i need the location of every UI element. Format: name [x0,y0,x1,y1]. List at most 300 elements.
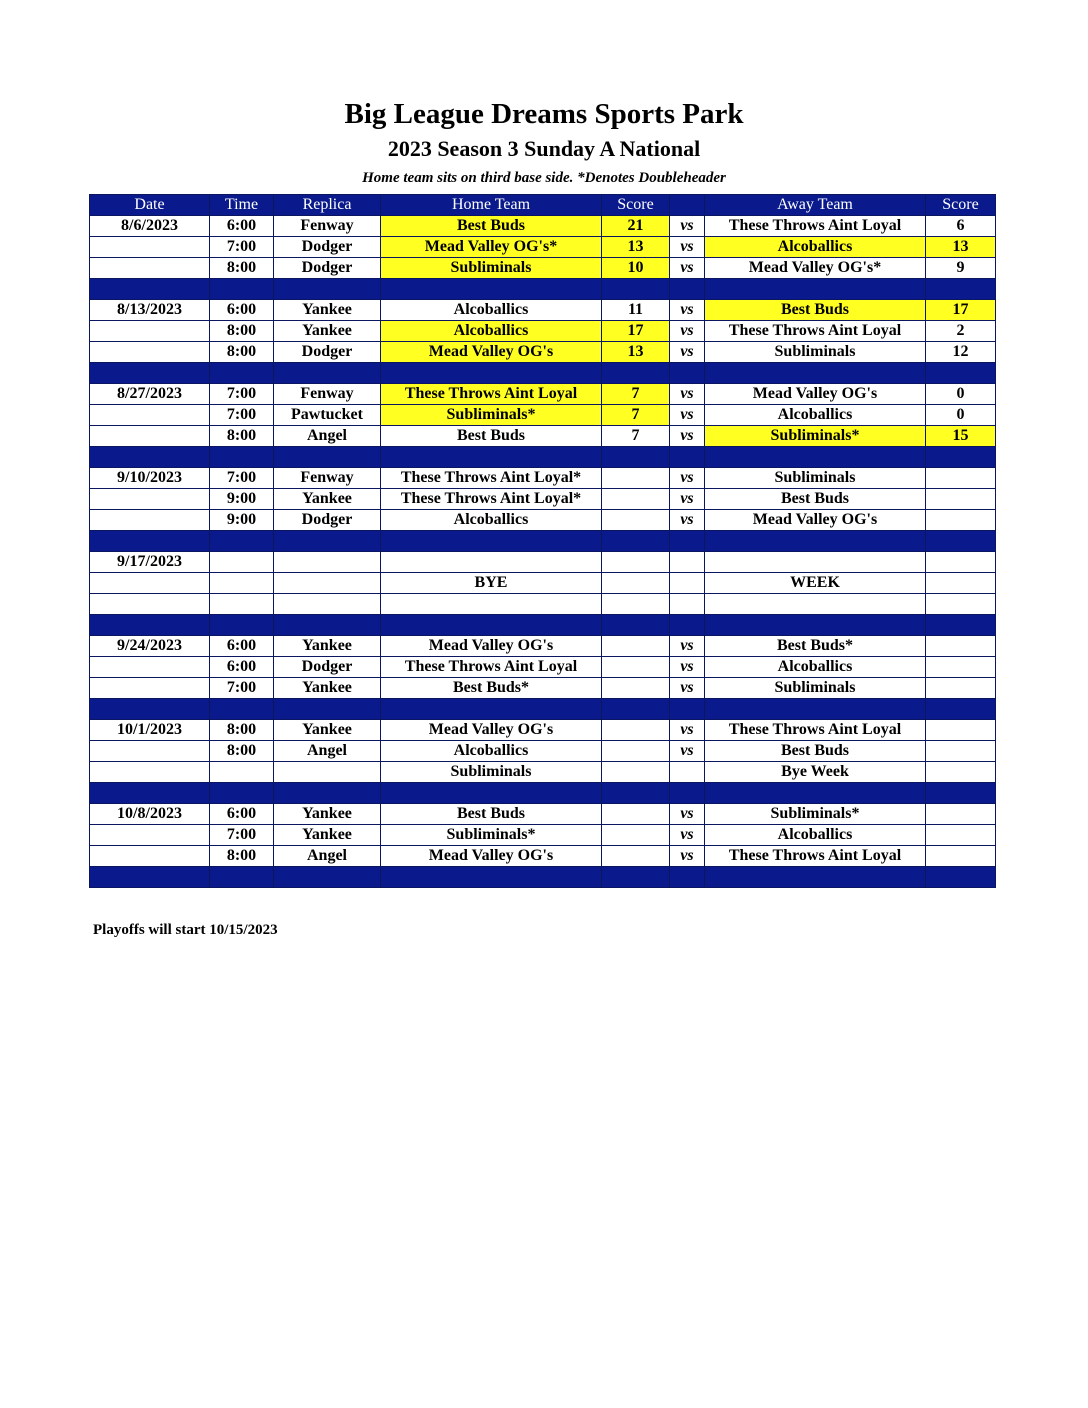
away-score-cell [926,720,996,741]
game-row [90,552,996,573]
home-team-cell: Subliminals [381,258,602,279]
separator-cell [274,783,381,804]
separator-cell [670,363,705,384]
away-score-cell [926,489,996,510]
away-score-cell [926,678,996,699]
date-cell [90,825,210,846]
separator-cell [670,447,705,468]
column-header-replica: Replica [274,195,381,216]
game-row [90,573,996,594]
time-cell: 7:00 [210,468,274,489]
away-team-cell: Best Buds [705,741,926,762]
replica-cell: Dodger [274,237,381,258]
separator-cell [926,615,996,636]
home-team-cell: These Throws Aint Loyal [381,657,602,678]
time-cell: 9:00 [210,510,274,531]
away-team-cell: Alcoballics [705,237,926,258]
separator-cell [381,699,602,720]
away-score-cell [926,657,996,678]
separator-cell [926,363,996,384]
game-row [90,825,996,846]
home-score-cell [602,825,670,846]
vs-cell: vs [670,384,705,405]
replica-cell: Yankee [274,300,381,321]
game-row [90,426,996,447]
away-team-cell: Best Buds [705,300,926,321]
home-team-cell: These Throws Aint Loyal [381,384,602,405]
time-cell [210,762,274,783]
home-score-cell [602,720,670,741]
date-cell: 9/17/2023 [90,552,210,573]
away-score-cell [926,594,996,615]
replica-cell: Yankee [274,720,381,741]
time-cell: 8:00 [210,846,274,867]
away-team-cell: Subliminals [705,342,926,363]
separator-cell [602,279,670,300]
away-team-cell: Mead Valley OG's* [705,258,926,279]
home-score-cell: 13 [602,237,670,258]
week-separator [90,279,996,300]
home-team-cell: Best Buds [381,426,602,447]
week-separator [90,699,996,720]
away-team-cell: Alcoballics [705,405,926,426]
separator-cell [90,699,210,720]
home-team-cell: These Throws Aint Loyal* [381,489,602,510]
away-team-cell: Subliminals [705,468,926,489]
date-cell: 8/27/2023 [90,384,210,405]
date-cell [90,510,210,531]
away-score-cell [926,573,996,594]
date-cell [90,573,210,594]
away-team-cell: Bye Week [705,762,926,783]
week-separator [90,363,996,384]
date-cell [90,741,210,762]
home-team-cell: Mead Valley OG's [381,720,602,741]
replica-cell: Angel [274,846,381,867]
game-row [90,468,996,489]
separator-cell [705,279,926,300]
separator-cell [670,867,705,888]
replica-cell: Yankee [274,489,381,510]
separator-cell [705,867,926,888]
separator-cell [926,279,996,300]
game-row [90,384,996,405]
date-cell [90,678,210,699]
away-score-cell [926,510,996,531]
time-cell: 8:00 [210,741,274,762]
game-row [90,216,996,237]
separator-cell [274,867,381,888]
playoffs-note: Playoffs will start 10/15/2023 [93,922,278,938]
separator-cell [210,363,274,384]
separator-cell [274,279,381,300]
date-cell [90,489,210,510]
separator-cell [210,447,274,468]
column-header-away-team: Away Team [705,195,926,216]
separator-cell [381,783,602,804]
separator-cell [274,447,381,468]
column-header-away-score: Score [926,195,996,216]
separator-cell [274,615,381,636]
home-team-cell [381,552,602,573]
game-row [90,405,996,426]
away-team-cell: Alcoballics [705,657,926,678]
separator-cell [90,783,210,804]
time-cell: 6:00 [210,216,274,237]
vs-cell: vs [670,216,705,237]
away-score-cell [926,552,996,573]
separator-cell [274,531,381,552]
game-row [90,804,996,825]
vs-cell: vs [670,720,705,741]
time-cell: 7:00 [210,678,274,699]
away-team-cell: Mead Valley OG's [705,510,926,531]
header-row [90,195,996,216]
vs-cell: vs [670,846,705,867]
separator-cell [926,447,996,468]
game-row [90,741,996,762]
schedule-note: Home team sits on third base side. *Denotes Doubleheader [362,170,726,186]
game-row [90,594,996,615]
column-header-date: Date [90,195,210,216]
vs-cell: vs [670,258,705,279]
home-team-cell: Best Buds* [381,678,602,699]
separator-cell [670,531,705,552]
home-team-cell: Best Buds [381,804,602,825]
separator-cell [381,447,602,468]
replica-cell: Yankee [274,825,381,846]
home-score-cell [602,741,670,762]
page-title: Big League Dreams Sports Park [344,98,744,130]
separator-cell [670,699,705,720]
home-team-cell [381,594,602,615]
separator-cell [90,531,210,552]
replica-cell: Yankee [274,804,381,825]
home-score-cell: 13 [602,342,670,363]
time-cell [210,552,274,573]
replica-cell: Angel [274,741,381,762]
replica-cell: Dodger [274,342,381,363]
date-cell [90,258,210,279]
replica-cell: Dodger [274,258,381,279]
separator-cell [210,699,274,720]
home-team-cell: Subliminals* [381,405,602,426]
date-cell: 9/10/2023 [90,468,210,489]
date-cell: 8/6/2023 [90,216,210,237]
away-team-cell: These Throws Aint Loyal [705,216,926,237]
replica-cell: Yankee [274,678,381,699]
away-team-cell: Subliminals [705,678,926,699]
separator-cell [602,363,670,384]
game-row [90,237,996,258]
replica-cell: Yankee [274,321,381,342]
separator-cell [274,699,381,720]
away-score-cell: 0 [926,384,996,405]
home-score-cell: 11 [602,300,670,321]
separator-cell [381,279,602,300]
vs-cell: vs [670,342,705,363]
time-cell: 7:00 [210,237,274,258]
separator-cell [90,279,210,300]
page-subtitle: 2023 Season 3 Sunday A National [387,136,701,161]
home-score-cell [602,489,670,510]
away-team-cell: Best Buds [705,489,926,510]
separator-cell [705,363,926,384]
away-score-cell [926,762,996,783]
vs-cell: vs [670,489,705,510]
home-team-cell: Subliminals* [381,825,602,846]
date-cell [90,342,210,363]
date-cell: 10/1/2023 [90,720,210,741]
separator-cell [381,615,602,636]
separator-cell [705,531,926,552]
replica-cell [274,552,381,573]
schedule-body [90,216,996,888]
away-score-cell [926,468,996,489]
separator-cell [90,447,210,468]
separator-cell [705,447,926,468]
vs-cell: vs [670,804,705,825]
time-cell: 6:00 [210,636,274,657]
date-cell [90,237,210,258]
game-row [90,762,996,783]
vs-cell: vs [670,405,705,426]
vs-cell: vs [670,741,705,762]
date-cell: 10/8/2023 [90,804,210,825]
away-score-cell: 13 [926,237,996,258]
time-cell: 7:00 [210,405,274,426]
replica-cell: Pawtucket [274,405,381,426]
away-score-cell: 2 [926,321,996,342]
game-row [90,636,996,657]
home-team-cell: These Throws Aint Loyal* [381,468,602,489]
home-score-cell: 10 [602,258,670,279]
separator-cell [210,531,274,552]
separator-cell [926,699,996,720]
game-row [90,510,996,531]
time-cell: 8:00 [210,720,274,741]
away-team-cell: Alcoballics [705,825,926,846]
away-score-cell [926,846,996,867]
game-row [90,846,996,867]
time-cell: 6:00 [210,657,274,678]
home-team-cell: Best Buds [381,216,602,237]
separator-cell [90,363,210,384]
separator-cell [602,615,670,636]
date-cell [90,405,210,426]
vs-cell [670,573,705,594]
home-score-cell [602,657,670,678]
time-cell: 8:00 [210,342,274,363]
separator-cell [670,615,705,636]
replica-cell: Angel [274,426,381,447]
time-cell: 9:00 [210,489,274,510]
vs-cell: vs [670,300,705,321]
game-row [90,720,996,741]
separator-cell [705,615,926,636]
home-score-cell: 21 [602,216,670,237]
home-team-cell: Mead Valley OG's* [381,237,602,258]
home-score-cell [602,678,670,699]
week-separator [90,867,996,888]
home-score-cell [602,846,670,867]
date-cell [90,426,210,447]
home-score-cell [602,468,670,489]
replica-cell: Fenway [274,216,381,237]
time-cell: 7:00 [210,384,274,405]
home-score-cell: 7 [602,405,670,426]
column-header-home-score: Score [602,195,670,216]
home-team-cell: Subliminals [381,762,602,783]
schedule-table [89,194,996,888]
away-team-cell: These Throws Aint Loyal [705,720,926,741]
week-separator [90,531,996,552]
separator-cell [926,867,996,888]
vs-cell: vs [670,657,705,678]
away-score-cell: 12 [926,342,996,363]
time-cell [210,594,274,615]
date-cell [90,657,210,678]
vs-cell: vs [670,426,705,447]
time-cell: 8:00 [210,258,274,279]
separator-cell [602,783,670,804]
time-cell: 6:00 [210,804,274,825]
date-cell [90,762,210,783]
replica-cell [274,594,381,615]
separator-cell [602,867,670,888]
vs-cell: vs [670,321,705,342]
home-score-cell [602,573,670,594]
replica-cell: Fenway [274,384,381,405]
game-row [90,300,996,321]
away-score-cell: 17 [926,300,996,321]
date-cell: 9/24/2023 [90,636,210,657]
home-score-cell [602,762,670,783]
game-row [90,321,996,342]
separator-cell [705,699,926,720]
vs-cell: vs [670,825,705,846]
time-cell: 6:00 [210,300,274,321]
away-team-cell: Mead Valley OG's [705,384,926,405]
game-row [90,258,996,279]
separator-cell [381,363,602,384]
date-cell [90,321,210,342]
home-team-cell: Mead Valley OG's [381,342,602,363]
time-cell [210,573,274,594]
time-cell: 8:00 [210,321,274,342]
vs-cell [670,762,705,783]
separator-cell [602,531,670,552]
away-score-cell: 15 [926,426,996,447]
away-score-cell [926,741,996,762]
separator-cell [210,783,274,804]
separator-cell [210,615,274,636]
replica-cell: Fenway [274,468,381,489]
separator-cell [274,363,381,384]
date-cell [90,594,210,615]
away-score-cell: 6 [926,216,996,237]
column-header-vs [670,195,705,216]
separator-cell [602,699,670,720]
home-team-cell: Alcoballics [381,321,602,342]
separator-cell [670,279,705,300]
column-header-time: Time [210,195,274,216]
separator-cell [381,867,602,888]
home-score-cell [602,594,670,615]
away-score-cell [926,636,996,657]
time-cell: 8:00 [210,426,274,447]
week-separator [90,615,996,636]
replica-cell [274,573,381,594]
home-score-cell [602,636,670,657]
replica-cell: Dodger [274,657,381,678]
away-score-cell [926,825,996,846]
home-score-cell [602,510,670,531]
separator-cell [602,447,670,468]
game-row [90,657,996,678]
separator-cell [90,867,210,888]
away-team-cell [705,594,926,615]
replica-cell: Dodger [274,510,381,531]
game-row [90,489,996,510]
vs-cell: vs [670,678,705,699]
home-team-cell: Alcoballics [381,300,602,321]
home-score-cell: 7 [602,384,670,405]
away-team-cell: Best Buds* [705,636,926,657]
away-score-cell: 0 [926,405,996,426]
vs-cell [670,594,705,615]
separator-cell [705,783,926,804]
separator-cell [381,531,602,552]
replica-cell: Yankee [274,636,381,657]
separator-cell [926,783,996,804]
date-cell: 8/13/2023 [90,300,210,321]
away-team-cell [705,552,926,573]
home-score-cell [602,804,670,825]
away-team-cell: WEEK [705,573,926,594]
game-row [90,342,996,363]
vs-cell: vs [670,468,705,489]
vs-cell: vs [670,636,705,657]
home-team-cell: Alcoballics [381,510,602,531]
home-team-cell: Mead Valley OG's [381,846,602,867]
away-team-cell: These Throws Aint Loyal [705,846,926,867]
separator-cell [210,279,274,300]
home-score-cell: 7 [602,426,670,447]
week-separator [90,783,996,804]
away-team-cell: Subliminals* [705,804,926,825]
time-cell: 7:00 [210,825,274,846]
home-team-cell: Mead Valley OG's [381,636,602,657]
away-score-cell: 9 [926,258,996,279]
away-team-cell: Subliminals* [705,426,926,447]
home-score-cell [602,552,670,573]
separator-cell [926,531,996,552]
vs-cell: vs [670,510,705,531]
game-row [90,678,996,699]
date-cell [90,846,210,867]
home-score-cell: 17 [602,321,670,342]
replica-cell [274,762,381,783]
away-team-cell: These Throws Aint Loyal [705,321,926,342]
home-team-cell: BYE [381,573,602,594]
column-header-home-team: Home Team [381,195,602,216]
separator-cell [210,867,274,888]
separator-cell [90,615,210,636]
vs-cell [670,552,705,573]
vs-cell: vs [670,237,705,258]
away-score-cell [926,804,996,825]
